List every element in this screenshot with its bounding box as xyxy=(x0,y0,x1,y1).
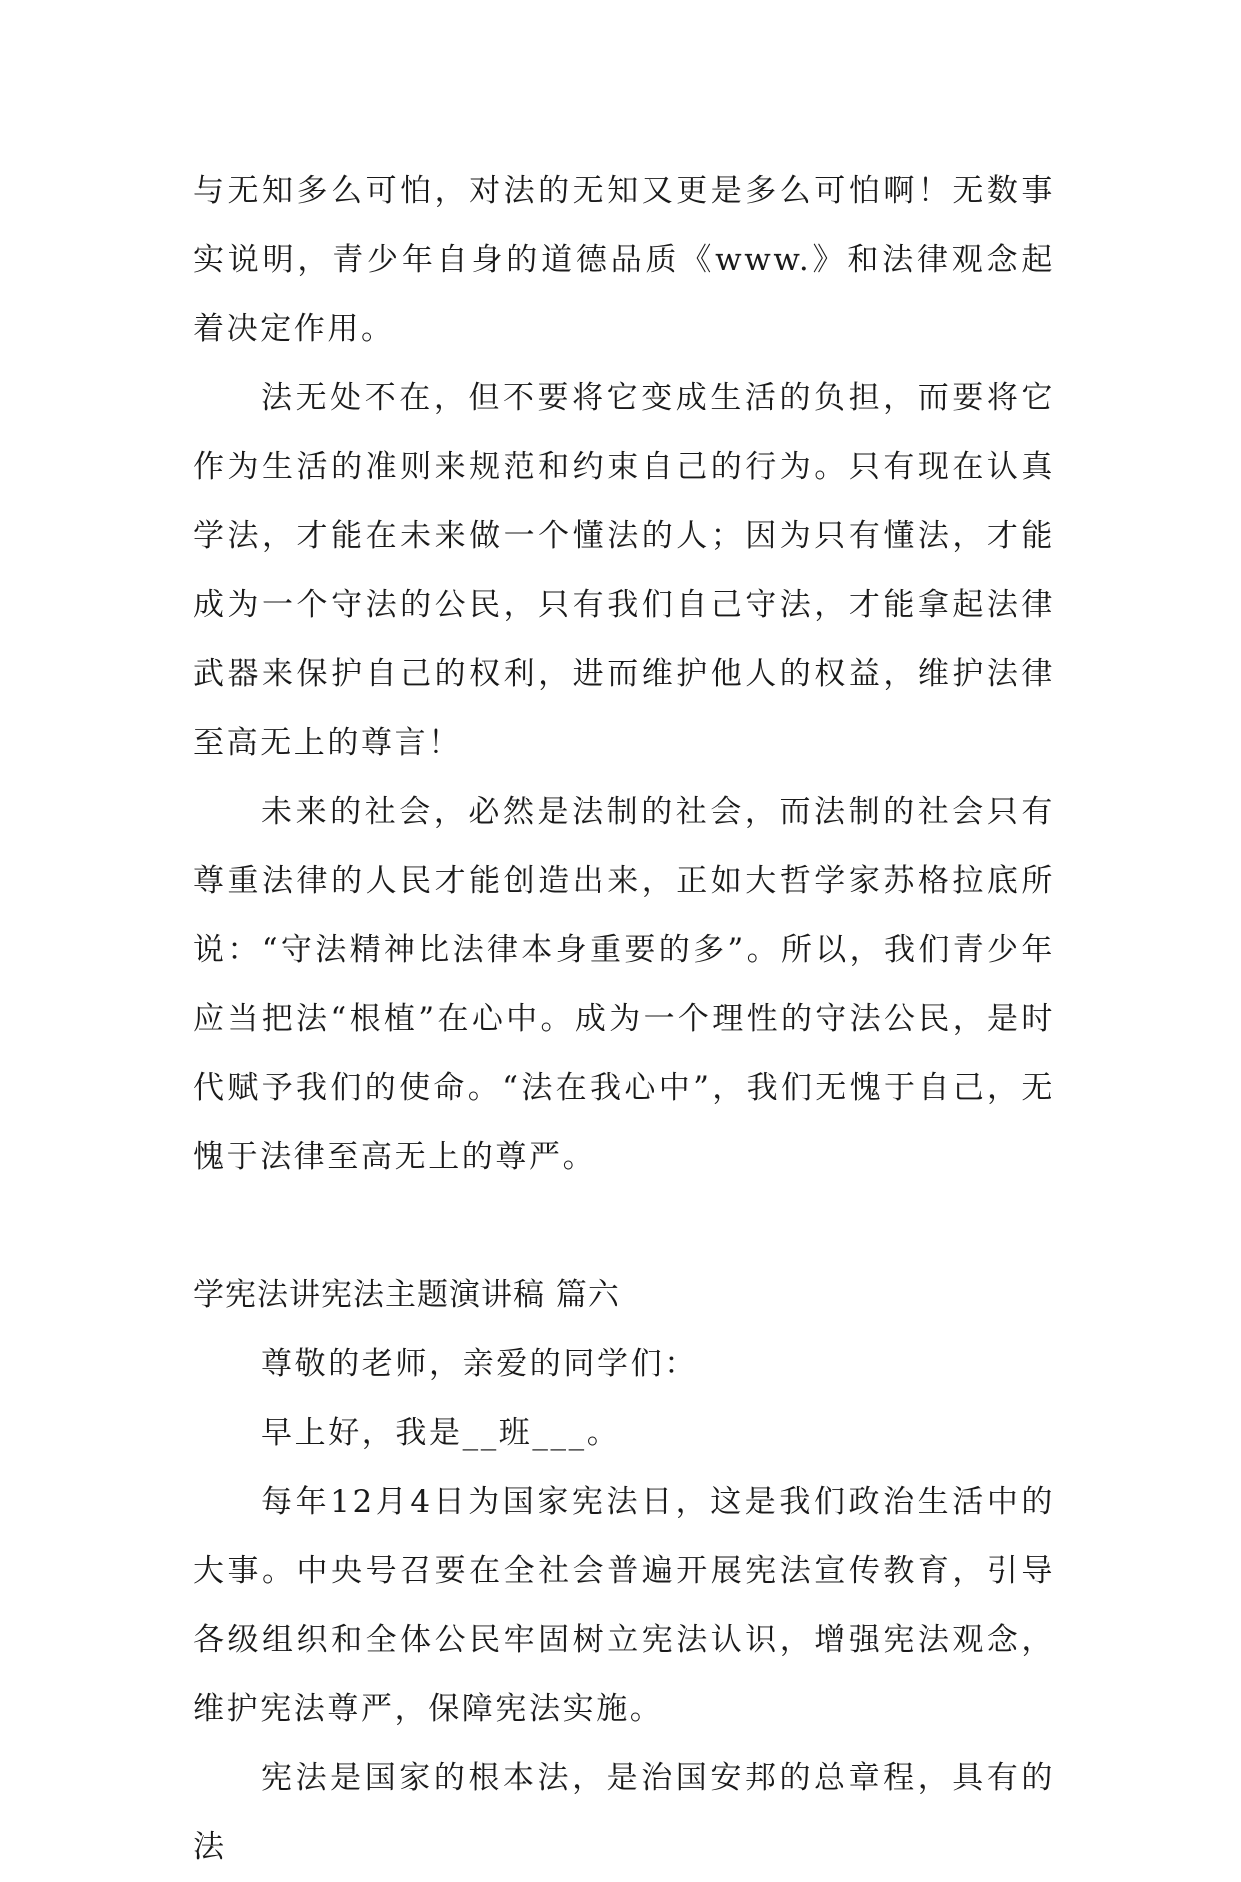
paragraph-constitution-day: 每年12月4日为国家宪法日，这是我们政治生活中的大事。中央号召要在全社会普遍开展宪法宣传教育，引导各级组织和全体公民牢固树立宪法认识，增强宪法观念，维护宪法尊严，保障宪法实施。 xyxy=(193,1484,1055,1727)
paragraph-future-society: 未来的社会，必然是法制的社会，而法制的社会只有尊重法律的人民才能创造出来，正如大哲学家苏格拉底所说：“守法精神比法律本身重要的多”。所以，我们青少年应当把法“根植”在心中。成为一个理性的守法公民，是时代赋予我们的使命。“法在我心中”，我们无愧于自己，无愧于法律至高无上的尊严。 xyxy=(193,794,1055,1175)
speech-introduction: 早上好，我是__班___。 xyxy=(261,1415,621,1451)
paragraph-ignorance: 与无知多么可怕，对法的无知又更是多么可怕啊！无数事实说明，青少年自身的道德品质《www.》和法律观念起着决定作用。 xyxy=(193,173,1055,347)
section-spacer xyxy=(193,1192,1055,1261)
document-page xyxy=(193,157,1055,1882)
paragraph-fundamental-law: 宪法是国家的根本法，是治国安邦的总章程，具有的法 xyxy=(193,1760,1055,1865)
speech-greeting: 尊敬的老师，亲爱的同学们： xyxy=(261,1346,698,1382)
section-heading: 学宪法讲宪法主题演讲稿 篇六 xyxy=(193,1277,620,1313)
paragraph-law-everywhere: 法无处不在，但不要将它变成生活的负担，而要将它作为生活的准则来规范和约束自己的行为。只有现在认真学法，才能在未来做一个懂法的人；因为只有懂法，才能成为一个守法的公民，只有我们自己守法，才能拿起法律武器来保护自己的权利，进而维护他人的权益，维护法律至高无上的尊言！ xyxy=(193,380,1055,761)
